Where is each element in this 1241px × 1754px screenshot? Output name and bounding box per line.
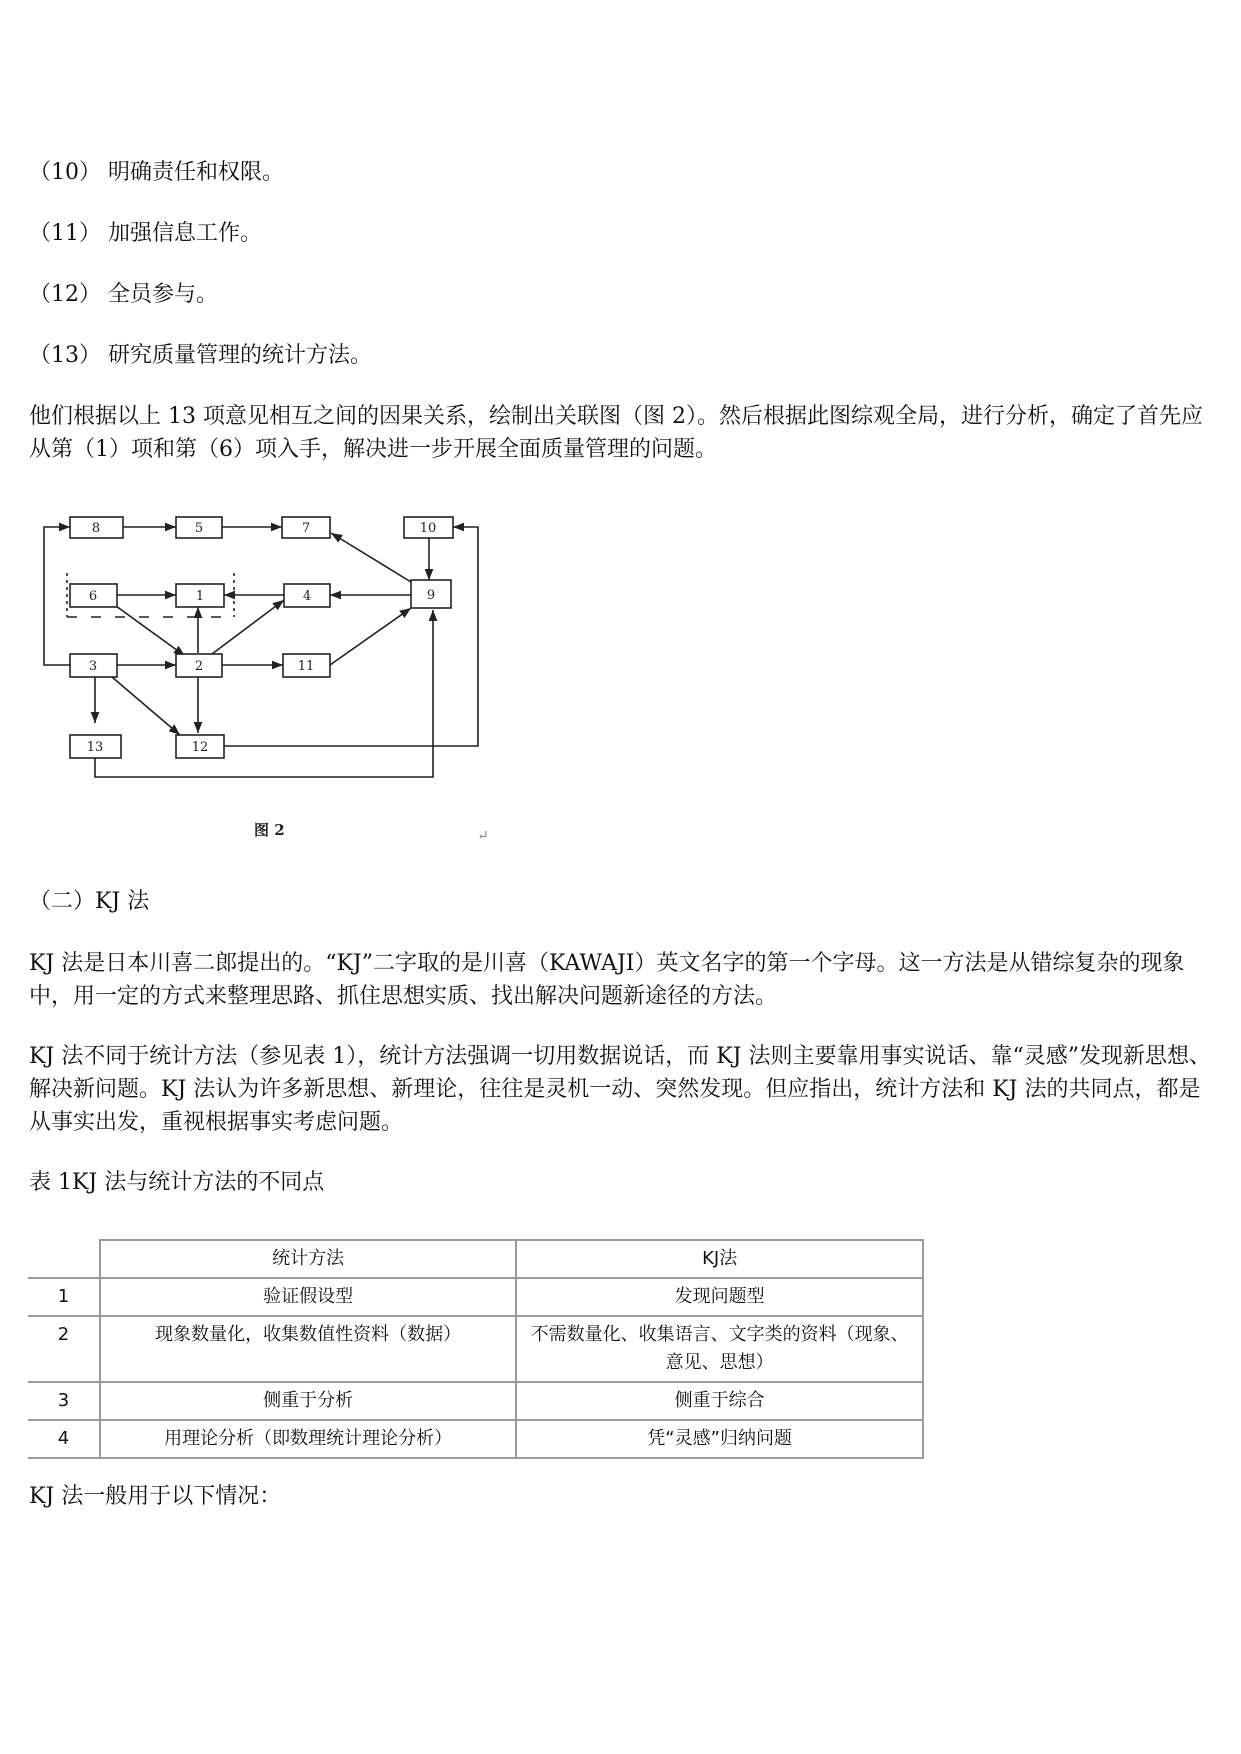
- return-mark: ↵: [477, 828, 489, 844]
- edge-3-8: [44, 527, 70, 665]
- node-label-4: 4: [302, 589, 312, 604]
- edge-2-4: [212, 600, 284, 654]
- list-item-12: （12） 全员参与。: [29, 282, 218, 307]
- table-cell: 2: [28, 1316, 100, 1382]
- table-header-row: [28, 1240, 923, 1278]
- section-heading: （二）KJ 法: [29, 889, 150, 914]
- edge-12-10: [224, 527, 478, 746]
- table-cell: 4: [28, 1420, 100, 1458]
- node-label-12: 12: [191, 740, 209, 755]
- node-label-2: 2: [194, 659, 204, 674]
- node-label-8: 8: [91, 521, 101, 536]
- table-row: [28, 1382, 923, 1420]
- table-cell: 侧重于综合: [516, 1382, 923, 1420]
- edge-11-9: [330, 608, 411, 665]
- table-cell: 1: [28, 1278, 100, 1316]
- node-label-11: 11: [297, 659, 315, 674]
- edge-6-2: [116, 606, 185, 656]
- table-cell: 现象数量化，收集数值性资料（数据）: [100, 1316, 516, 1382]
- list-item-10: （10） 明确责任和权限。: [29, 160, 284, 185]
- node-label-7: 7: [301, 521, 311, 536]
- table-header-cell: 统计方法: [100, 1240, 516, 1278]
- node-label-9: 9: [426, 588, 436, 603]
- table-header-cell: [28, 1240, 100, 1278]
- table-cell: 3: [28, 1382, 100, 1420]
- node-label-6: 6: [88, 589, 98, 604]
- table-header-cell: KJ法: [516, 1240, 923, 1278]
- node-label-13: 13: [86, 740, 104, 755]
- table-cell: 凭“灵感”归纳问题: [516, 1420, 923, 1458]
- comparison-table: [28, 1239, 924, 1459]
- table-cell: 验证假设型: [100, 1278, 516, 1316]
- table-cell: 侧重于分析: [100, 1382, 516, 1420]
- edge-9-7: [331, 533, 411, 582]
- closing-paragraph: KJ 法一般用于以下情况：: [29, 1484, 282, 1509]
- intro-paragraph: 他们根据以上 13 项意见相互之间的因果关系，绘制出关联图（图 2）。然后根据此图综观全局，进行分析，确定了首先应从第（1）项和第（6）项入手，解决进一步开展全面质量管理的问题。: [29, 404, 1203, 462]
- table-row: [28, 1420, 923, 1458]
- edge-13-9: [95, 610, 433, 777]
- table-row: [28, 1278, 923, 1316]
- table-cell: 不需数量化、收集语言、文字类的资料（现象、意见、思想）: [516, 1316, 923, 1382]
- node-label-10: 10: [419, 521, 437, 536]
- table-cell: 发现问题型: [516, 1278, 923, 1316]
- node-label-5: 5: [194, 521, 204, 536]
- figure-caption: 图 2: [254, 821, 285, 839]
- table-title: 表 1KJ 法与统计方法的不同点: [29, 1170, 325, 1195]
- table-row: [28, 1316, 923, 1382]
- list-item-13: （13） 研究质量管理的统计方法。: [29, 343, 372, 368]
- table-cell: 用理论分析（即数理统计理论分析）: [100, 1420, 516, 1458]
- node-label-3: 3: [88, 659, 98, 674]
- edge-3-12: [112, 677, 180, 735]
- node-label-1: 1: [195, 589, 205, 604]
- kj-difference-paragraph: KJ 法不同于统计方法（参见表 1），统计方法强调一切用数据说话，而 KJ 法则主要靠用事实说话、靠“灵感”发现新思想、解决新问题。KJ 法认为许多新思想、新理论，往往是灵机一动、突然发现。但应指出，统计方法和 KJ 法的共同点，都是从事实出发，重视根据事实考虑问题。: [29, 1044, 1211, 1135]
- list-item-11: （11） 加强信息工作。: [29, 221, 262, 246]
- kj-origin-paragraph: KJ 法是日本川喜二郎提出的。“KJ”二字取的是川喜（KAWAJI）英文名字的第一个字母。这一方法是从错综复杂的现象中，用一定的方式来整理思路、抓住思想实质、找出解决问题新途径的方法。: [29, 951, 1185, 1009]
